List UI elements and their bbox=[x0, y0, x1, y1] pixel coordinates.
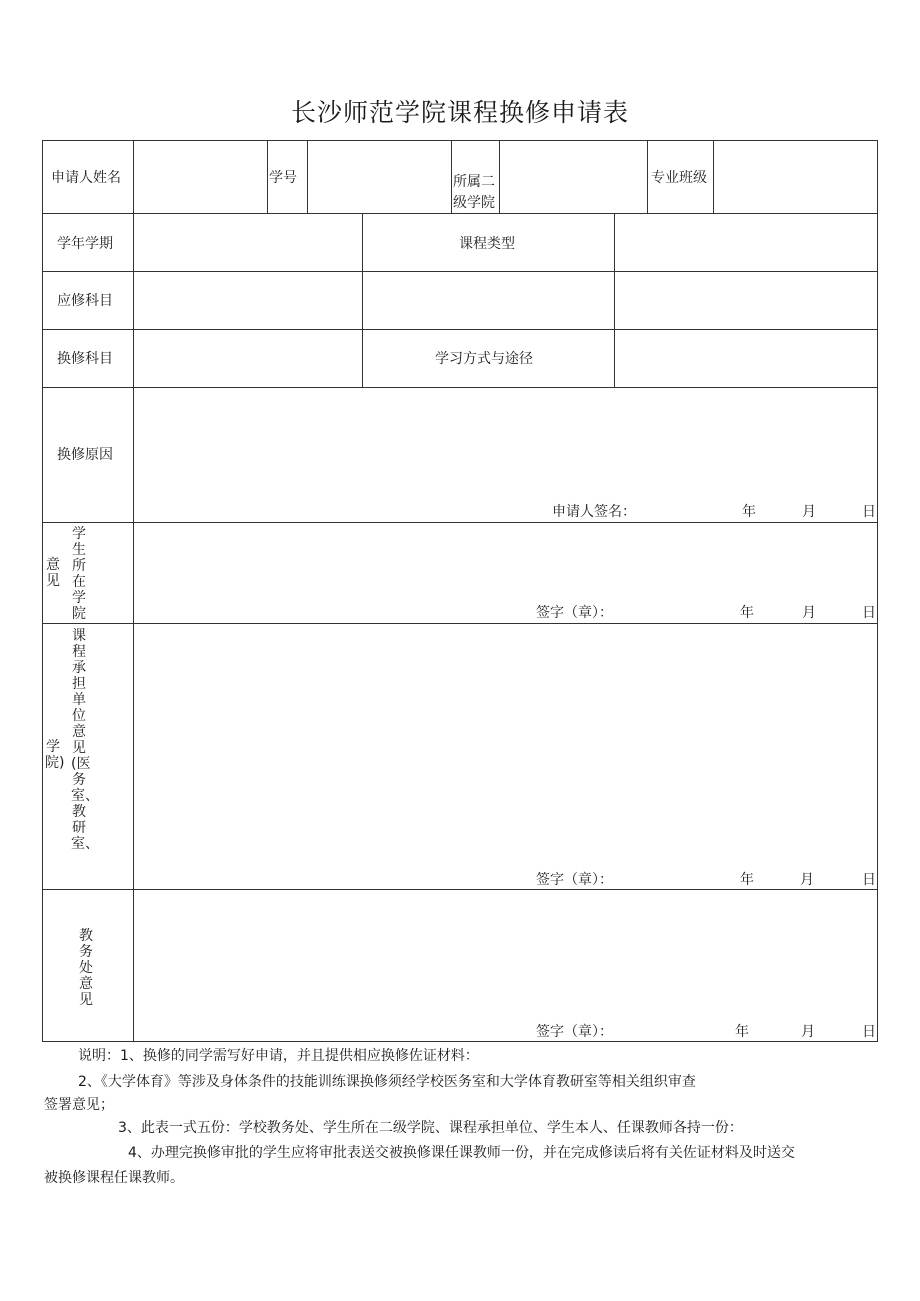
academic-affairs-year: 年 bbox=[735, 1024, 749, 1040]
major-class-field[interactable] bbox=[715, 142, 876, 212]
note-3: 3、此表一式五份：学校教务处、学生所在二级学院、课程承担单位、学生本人、任课教师各持一份： bbox=[118, 1120, 743, 1136]
required-course-field-2[interactable] bbox=[364, 273, 613, 328]
study-method-field[interactable] bbox=[616, 331, 876, 386]
replacement-course-field[interactable] bbox=[135, 331, 361, 386]
academic-affairs-month: 月 bbox=[801, 1024, 815, 1040]
academic-term-field[interactable] bbox=[135, 215, 361, 270]
college-opinion-vertical-label: 学生所在学院 bbox=[72, 526, 86, 622]
reason-month: 月 bbox=[802, 504, 816, 520]
academic-affairs-signature-label: 签字（章）： bbox=[536, 1024, 613, 1040]
student-id-field[interactable] bbox=[309, 142, 450, 212]
reason-year: 年 bbox=[742, 504, 756, 520]
college-year: 年 bbox=[740, 605, 754, 621]
applicant-name-label: 申请人姓名 bbox=[51, 170, 121, 186]
required-course-field[interactable] bbox=[135, 273, 361, 328]
note-1: 说明：1、换修的同学需写好申请，并且提供相应换修佐证材料： bbox=[78, 1048, 479, 1064]
college-signature-label: 签字（章）： bbox=[536, 605, 613, 621]
college-label-line2: 级学院 bbox=[453, 195, 495, 211]
note-2-line-1: 2、《大学体育》等涉及身体条件的技能训练课换修须经学校医务室和大学体育教研室等相关组织审查 bbox=[78, 1074, 696, 1090]
academic-affairs-opinion-field[interactable] bbox=[135, 891, 876, 1016]
course-unit-vertical-label: 课程承担单位意见(医务室、教研室、 bbox=[71, 628, 99, 852]
study-method-label: 学习方式与途径 bbox=[435, 351, 533, 367]
course-type-label: 课程类型 bbox=[459, 236, 515, 252]
major-class-label: 专业班级 bbox=[651, 170, 707, 186]
college-field[interactable] bbox=[501, 142, 646, 212]
college-label-line1: 所属二 bbox=[453, 174, 495, 190]
note-4-line-2: 被换修课程任课教师。 bbox=[44, 1170, 184, 1186]
form-title: 长沙师范学院课程换修申请表 bbox=[290, 98, 629, 127]
replacement-course-label: 换修科目 bbox=[57, 351, 113, 367]
college-month: 月 bbox=[802, 605, 816, 621]
note-4-line-1: 4、办理完换修审批的学生应将审批表送交被换修课任课教师一份，并在完成修读后将有关佐证材料及时送交 bbox=[128, 1145, 795, 1161]
course-unit-day: 日 bbox=[862, 872, 876, 888]
academic-affairs-day: 日 bbox=[862, 1024, 876, 1040]
note-2-line-2: 签署意见； bbox=[44, 1097, 114, 1113]
academic-term-label: 学年学期 bbox=[57, 236, 113, 252]
college-opinion-side-label: 意见 bbox=[46, 557, 60, 589]
college-day: 日 bbox=[862, 605, 876, 621]
applicant-signature-label: 申请人签名： bbox=[552, 504, 636, 520]
student-id-label: 学号 bbox=[269, 170, 297, 186]
required-course-label: 应修科目 bbox=[57, 293, 113, 309]
course-unit-year: 年 bbox=[740, 872, 754, 888]
course-unit-opinion-field[interactable] bbox=[135, 625, 876, 865]
reason-textarea[interactable] bbox=[135, 389, 876, 499]
reason-label: 换修原因 bbox=[57, 447, 113, 463]
course-unit-signature-label: 签字（章）： bbox=[536, 872, 613, 888]
course-unit-side-label: 学院) bbox=[45, 739, 65, 771]
college-opinion-field[interactable] bbox=[135, 524, 876, 599]
course-type-field[interactable] bbox=[616, 215, 876, 270]
applicant-name-field[interactable] bbox=[135, 142, 266, 212]
reason-day: 日 bbox=[862, 504, 876, 520]
required-course-field-3[interactable] bbox=[616, 273, 876, 328]
course-unit-month: 月 bbox=[800, 872, 814, 888]
academic-affairs-vertical-label: 教务处意见 bbox=[79, 928, 93, 1008]
